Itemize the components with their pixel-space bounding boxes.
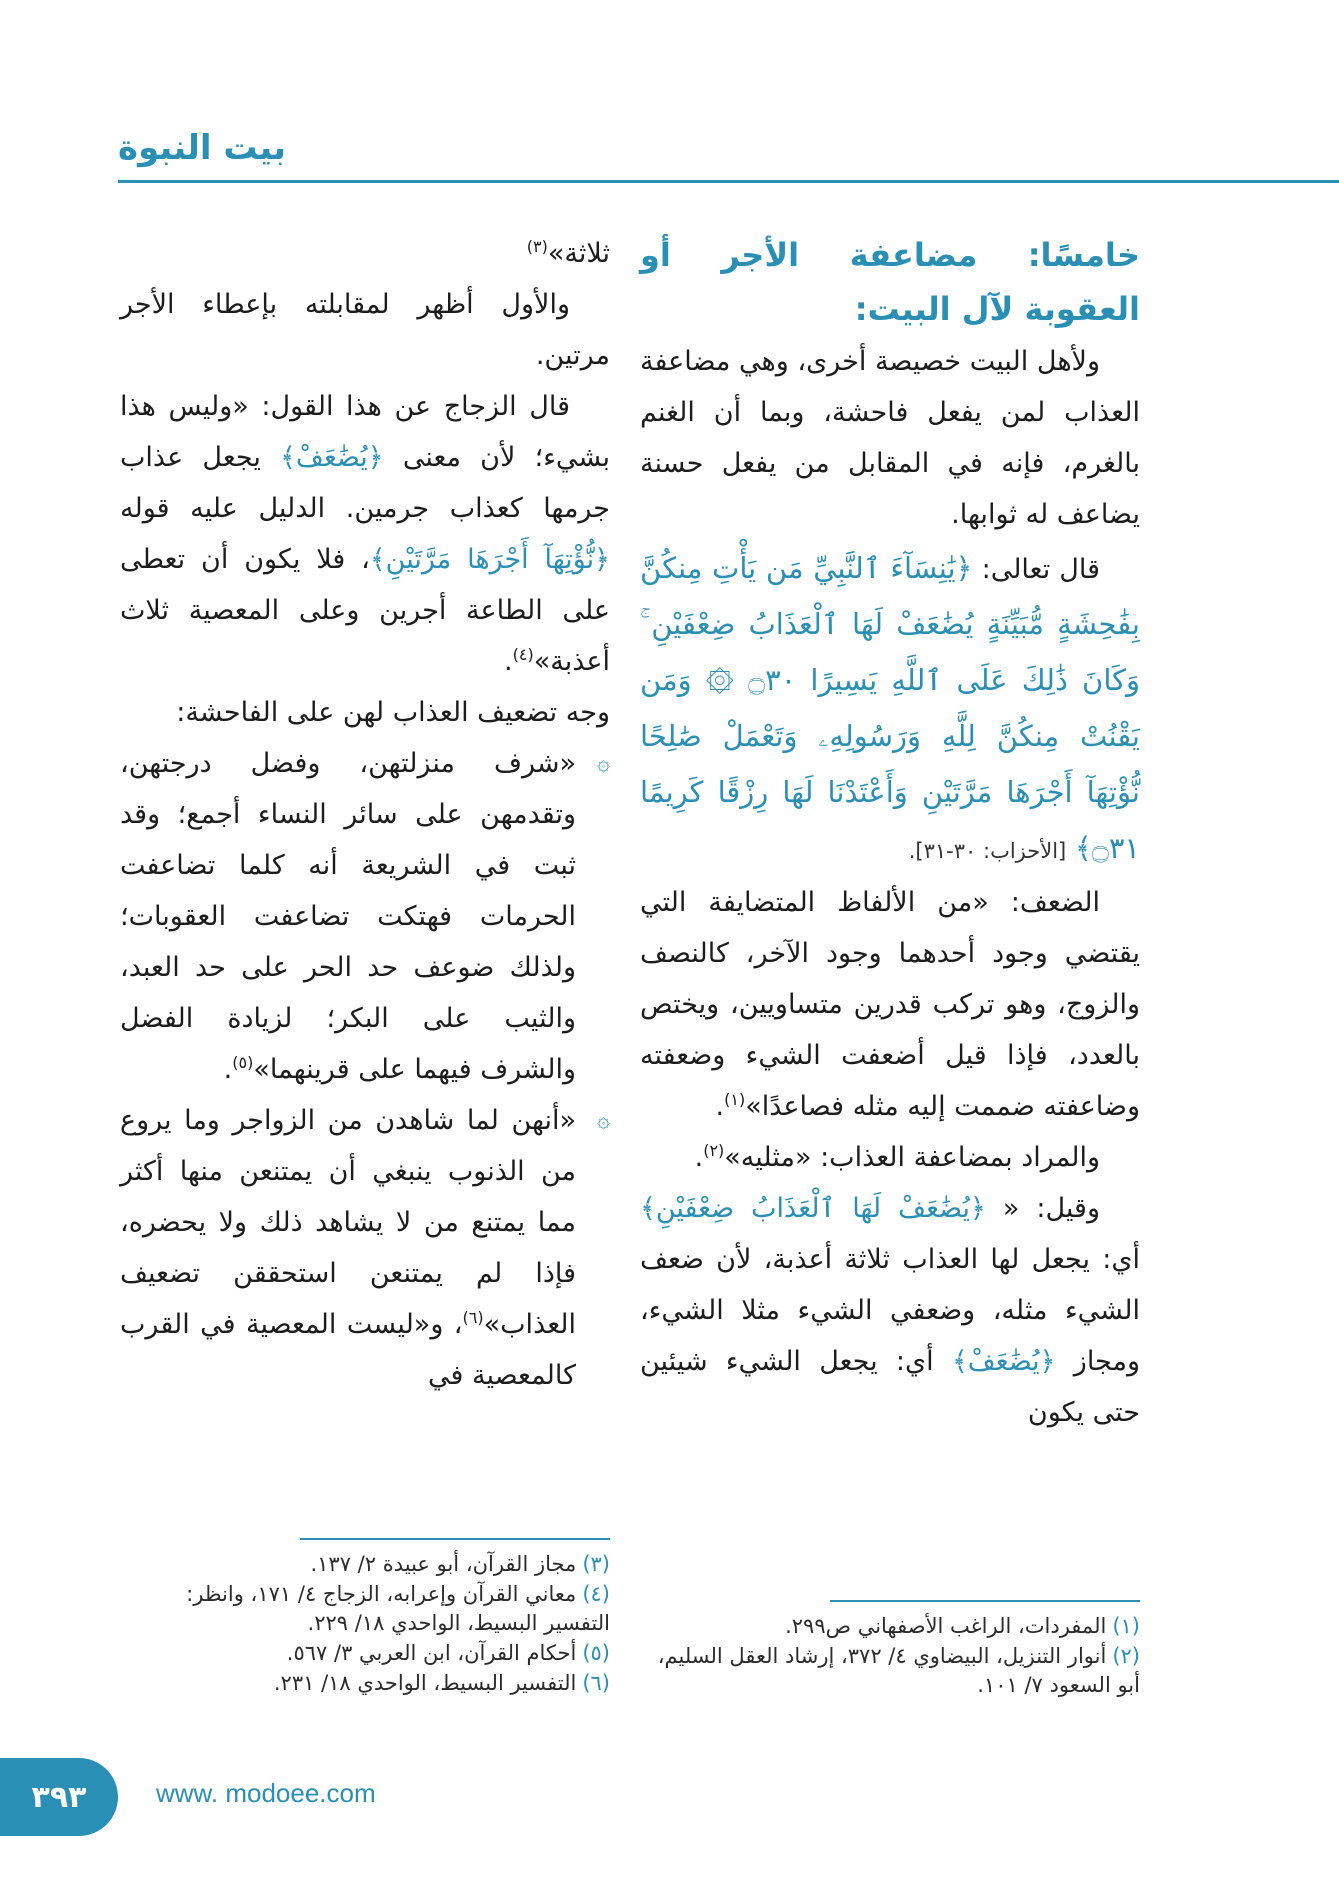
footnote-item: (٣)مجاز القرآن، أبو عبيدة ٢/ ١٣٧. bbox=[310, 1552, 610, 1576]
footnote-marker: (٤) bbox=[512, 645, 534, 664]
footnote-rule bbox=[830, 1600, 1140, 1602]
footnote-item: (٥)أحكام القرآن، ابن العربي ٣/ ٥٦٧. bbox=[286, 1641, 610, 1665]
website-link[interactable]: www. modoee.com bbox=[156, 1778, 376, 1808]
footnote-marker: (٢) bbox=[703, 1141, 725, 1160]
paragraph: الضعف: «من الألفاظ المتضايفة التي يقتضي وجود أحدهما وجود الآخر، كالنصف والزوج، وهو تركب قدرين متساويين، ويختص بالعدد، فإذا قيل أضعفت الشيء وضعفته وضاعفته ضممت إليه مثله فصاعدًا»$^{(١)}$. bbox=[640, 887, 1140, 1122]
page-number: ٣٩٣ bbox=[0, 1758, 118, 1836]
footnote-marker: (١) bbox=[724, 1090, 746, 1109]
quran-quote: ﴿يُضَٰعَفْ﴾ bbox=[951, 1346, 1056, 1377]
footnote-item: (٦)التفسير البسيط، الواحدي ١٨/ ٢٣١. bbox=[273, 1671, 610, 1695]
footnote-rule bbox=[300, 1538, 610, 1540]
bullet-ornament-icon: ۞ bbox=[597, 1108, 610, 1133]
footnotes-right bbox=[640, 1612, 1140, 1701]
paragraph: والأول أظهر لمقابلته بإعطاء الأجر مرتين. bbox=[120, 289, 610, 371]
paragraph: قال الزجاج عن هذا القول: «وليس هذا بشيء؛ لأن معنى ﴿يُضَٰعَفْ﴾ يجعل عذاب جرمها كعذاب جرمين. الدليل عليه قوله ﴿نُّؤْتِهَآ أَجْرَهَا مَرَّتَيْنِ﴾، فلا يكون أن تعطى على الطاعة أجرين وعلى المعصية ثلاث أعذبة»$^{(٤)}$. bbox=[120, 391, 610, 677]
bullet-item: ۞ «أنهن لما شاهدن من الزواجر وما يروع من الذنوب ينبغي أن يمتنعن منها أكثر مما يمتنع من لا يشاهد ذلك ولا يحضره، فإذا لم يمتنعن استحققن تضعيف العذاب»$^{(٦)}$، و«ليست المعصية في القرب كالمعصية في bbox=[120, 1095, 610, 1401]
bullet-ornament-icon: ۞ bbox=[597, 751, 610, 776]
left-column bbox=[120, 228, 610, 1401]
continued-text: ثلاثة»$^{(٣)}$ bbox=[526, 237, 610, 269]
right-column bbox=[640, 228, 1140, 1438]
quran-quote: ﴿يُضَٰعَفْ﴾ bbox=[280, 442, 384, 473]
section-heading: خامسًا: مضاعفة الأجر أو العقوبة لآل البيت: bbox=[640, 236, 1140, 328]
footnote-marker: (٦) bbox=[462, 1308, 484, 1327]
footnote-marker: (٣) bbox=[526, 237, 548, 256]
footnote-item: (١)المفردات، الراغب الأصفهاني ص٢٩٩. bbox=[785, 1614, 1140, 1638]
footnote-marker: (٥) bbox=[232, 1053, 254, 1072]
paragraph: وجه تضعيف العذاب لهن على الفاحشة: bbox=[176, 697, 610, 728]
paragraph: والمراد بمضاعفة العذاب: «مثليه»$^{(٢)}$. bbox=[694, 1141, 1100, 1173]
verse-reference: [الأحزاب: ٣٠-٣١]. bbox=[908, 839, 1067, 863]
footnotes-left bbox=[120, 1550, 610, 1699]
footnote-item: (٤)معاني القرآن وإعرابه، الزجاج ٤/ ١٧١، وانظر: التفسير البسيط، الواحدي ١٨/ ٢٢٩. bbox=[186, 1582, 610, 1635]
quran-quote: ﴿نُّؤْتِهَآ أَجْرَهَا مَرَّتَيْنِ﴾ bbox=[369, 544, 610, 575]
bullet-item: ۞ «شرف منزلتهن، وفضل درجتهن، وتقدمهن على سائر النساء أجمع؛ وقد ثبت في الشريعة أنه كلما تضاعفت الحرمات فهتكت تضاعفت العقوبات؛ ولذلك ضوعف حد الحر على حد العبد، والثيب على البكر؛ لزيادة الفضل والشرف فيهما على قرينهما»$^{(٥)}$. bbox=[120, 738, 610, 1095]
verse-intro: قال تعالى: bbox=[981, 554, 1100, 585]
header-rule bbox=[118, 180, 1339, 183]
verse-paragraph bbox=[640, 540, 1140, 877]
paragraph: ولأهل البيت خصيصة أخرى، وهي مضاعفة العذاب لمن يفعل فاحشة، وبما أن الغنم بالغرم، فإنه في المقابل من يفعل حسنة يضاعف له ثوابها. bbox=[640, 346, 1140, 530]
quran-quote: ﴿يُضَٰعَفْ لَهَا ٱلْعَذَابُ ضِعْفَيْنِ﴾ bbox=[640, 1193, 986, 1224]
paragraph: وقيل: « ﴿يُضَٰعَفْ لَهَا ٱلْعَذَابُ ضِعْفَيْنِ﴾ أي: يجعل لها العذاب ثلاثة أعذبة، لأن ضعف الشيء مثله، وضعفي الشيء مثلا الشيء، ومجاز ﴿يُضَٰعَفْ﴾ أي: يجعل الشيء شيئين حتى يكون bbox=[640, 1193, 1140, 1428]
footnote-item: (٢)أنوار التنزيل، البيضاوي ٤/ ٣٧٢، إرشاد العقل السليم، أبو السعود ٧/ ١٠١. bbox=[657, 1644, 1140, 1697]
running-header-title: بيت النبوة bbox=[118, 128, 287, 168]
quran-verse: ﴿يَٰنِسَآءَ ٱلنَّبِيِّ مَن يَأْتِ مِنكُنَّ بِفَٰحِشَةٍ مُّبَيِّنَةٍ يُضَٰعَفْ لَهَا ٱلْعَذَابُ ضِعْفَيْنِ ۚ وَكَانَ ذَٰلِكَ عَلَى ٱللَّهِ يَسِيرًا ۝٣٠ ۞ وَمَن يَقْنُتْ مِنكُنَّ لِلَّهِ وَرَسُولِهِۦ وَتَعْمَلْ صَٰلِحًا نُّؤْتِهَآ أَجْرَهَا مَرَّتَيْنِ وَأَعْتَدْنَا لَهَا رِزْقًا كَرِيمًا ۝٣١﴾ bbox=[640, 551, 1140, 865]
